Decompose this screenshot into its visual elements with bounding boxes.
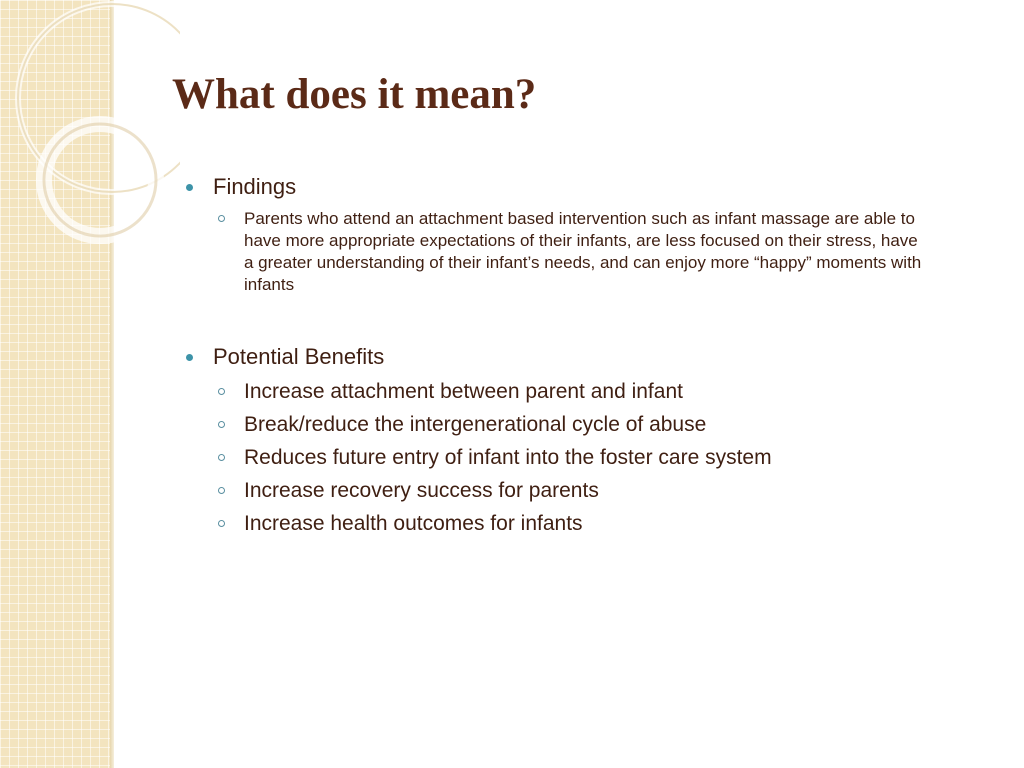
section-heading-findings: [186, 172, 946, 202]
list-item-text: Parents who attend an attachment based intervention such as infant massage are able to have more appropriate expectations of their infants, are less focused on their stress, have a greater understanding of their infant’s needs, and can enjoy more “happy” moments with infants: [244, 209, 922, 294]
list-item: [186, 208, 924, 296]
list-item-text: Reduces future entry of infant into the foster care system: [244, 446, 772, 469]
list-item: [186, 408, 946, 441]
decorative-rings: [0, 0, 180, 270]
hollow-circle-icon: [218, 454, 225, 461]
section-heading-label: Potential Benefits: [213, 344, 385, 369]
slide-content: [186, 172, 946, 540]
list-item: [186, 375, 946, 408]
list-item: [186, 507, 946, 540]
section-heading-label: Findings: [213, 174, 297, 199]
list-item-text: Increase health outcomes for infants: [244, 512, 583, 535]
filled-circle-icon: [186, 354, 193, 361]
list-item-text: Break/reduce the intergenerational cycle of abuse: [244, 413, 707, 436]
hollow-circle-icon: [218, 520, 225, 527]
list-item: [186, 441, 946, 474]
hollow-circle-icon: [218, 215, 225, 222]
list-item-text: Increase recovery success for parents: [244, 479, 599, 502]
hollow-circle-icon: [218, 421, 225, 428]
slide-title: What does it mean?: [172, 71, 537, 118]
list-item-text: Increase attachment between parent and infant: [244, 380, 683, 403]
section-heading-potential-benefits: [186, 342, 946, 372]
hollow-circle-icon: [218, 487, 225, 494]
filled-circle-icon: [186, 184, 193, 191]
list-item: [186, 474, 946, 507]
hollow-circle-icon: [218, 388, 225, 395]
section-spacer: [186, 296, 946, 342]
